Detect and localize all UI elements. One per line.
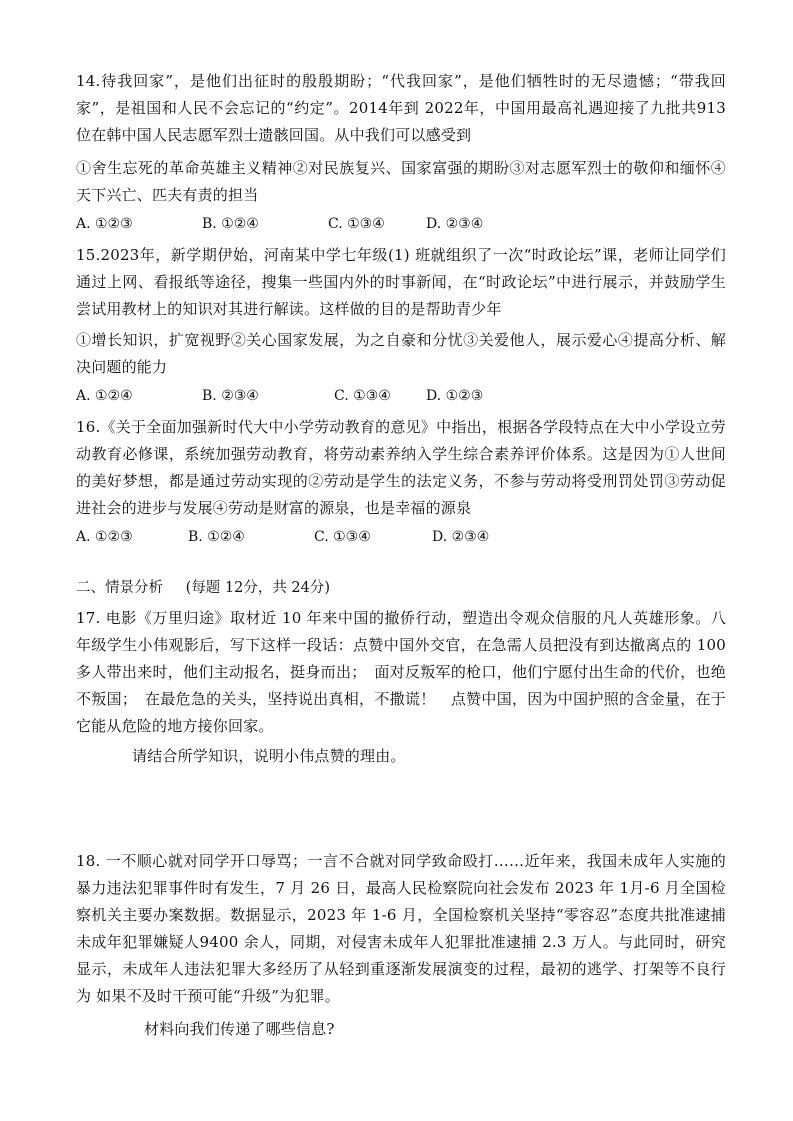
q16-option-d: D. ②③④ <box>432 529 490 545</box>
q14-stem: 14.待我回家”，是他们出征时的殷殷期盼；“代我回家”，是他们牺牲时的无尽遗憾；“带我回家”，是祖国和人民不会忘记的“约定”。2014年到 2022年，中国用最高礼遇迎接了九批共913 位在韩中国人民志愿军烈士遗骸回国。从中我们可以感受到 <box>76 72 726 144</box>
section-title: 二、情景分析 <box>76 580 163 596</box>
q15-options <box>76 383 726 410</box>
q15-option-c: C. ①③④ <box>334 388 391 404</box>
exam-page <box>76 68 726 1043</box>
q15-option-d: D. ①②③ <box>426 388 484 404</box>
q16-options <box>76 524 726 551</box>
q16-option-c: C. ①③④ <box>314 529 371 545</box>
q17-ask: 请结合所学知识，说明小伟点赞的理由。 <box>132 747 406 765</box>
q16-option-a: A. ①②③ <box>76 529 133 545</box>
q16-stem: 16.《关于全面加强新时代大中小学劳动教育的意见》中指出，根据各学段特点在大中小学设立劳动教育必修课，系统加强劳动教育，将劳动素养纳入学生综合素养评价体系。这是因为①人世间的美好梦想，都是通过劳动实现的②劳动是学生的法定义务，不参与劳动将受刑罚处罚③劳动促进社会的进步与发展④劳动是财富的源泉，也是幸福的源泉 <box>76 418 726 517</box>
q15-statements: ①增长知识，扩宽视野②关心国家发展，为之自豪和分忧③关爱他人，展示爱心④提高分析、解决问题的能力 <box>76 331 726 376</box>
section-score: (每题 12分，共 24分) <box>185 580 331 596</box>
q14-option-c: C. ①③④ <box>328 216 385 232</box>
q18-ask: 材料向我们传递了哪些信息? <box>144 1020 335 1038</box>
q17-stem: 17. 电影《万里归途》取材近 10 年来中国的撤侨行动，塑造出令观众信服的凡人英雄形象。八年级学生小伟观影后，写下这样一段话：点赞中国外交官，在急需人员把没有到达撤离点的 100 多人带出来时，他们主动报名，挺身而出； 面对反叛军的枪口，他们宁愿付出生命的代价，也绝不叛国； 在最危急的关头，坚持说出真相，不撒谎！ 点赞中国，因为中国护照的含金量，在于它能从危险的地方接你回家。 <box>76 609 726 735</box>
q16-option-b: B. ①②④ <box>188 529 245 545</box>
q15-option-a: A. ①②④ <box>76 388 133 404</box>
q15-option-b: B. ②③④ <box>202 388 259 404</box>
section-heading <box>76 575 726 602</box>
q18-stem: 18. 一不顺心就对同学开口辱骂；一言不合就对同学致命殴打……近年来，我国未成年人实施的暴力违法犯罪事件时有发生，7 月 26 日，最高人民检察院向社会发布 2023 年 1月-6 月全国检察机关主要办案数据。数据显示，2023 年 1-6 月，全国检察机关坚持“零容忍”态度共批准逮捕未成年犯罪嫌疑人9400 余人，同期，对侵害未成年人犯罪批准逮捕 2.3 万人。与此同时，研究显示，未成年人违法犯罪大多经历了从轻到重逐渐发展演变的过程，最初的逃学、打架等不良行为 如果不及时干预可能“升级”为犯罪。 <box>76 852 726 1005</box>
q14-options <box>76 211 726 238</box>
q14-option-a: A. ①②③ <box>76 216 133 232</box>
q14-option-d: D. ②③④ <box>426 216 484 232</box>
q15-stem: 15.2023年，新学期伊始，河南某中学七年级(1) 班就组织了一次“时政论坛”课，老师让同学们通过上网、看报纸等途径，搜集一些国内外的时事新闻，在“时政论坛”中进行展示，并鼓励学生尝试用教材上的知识对其进行解读。这样做的目的是帮助青少年 <box>76 246 726 318</box>
q14-statements: ①舍生忘死的革命英雄主义精神②对民族复兴、国家富强的期盼③对志愿军烈士的敬仰和缅怀④天下兴亡、匹夫有责的担当 <box>76 159 726 204</box>
q14-option-b: B. ①②④ <box>202 216 259 232</box>
